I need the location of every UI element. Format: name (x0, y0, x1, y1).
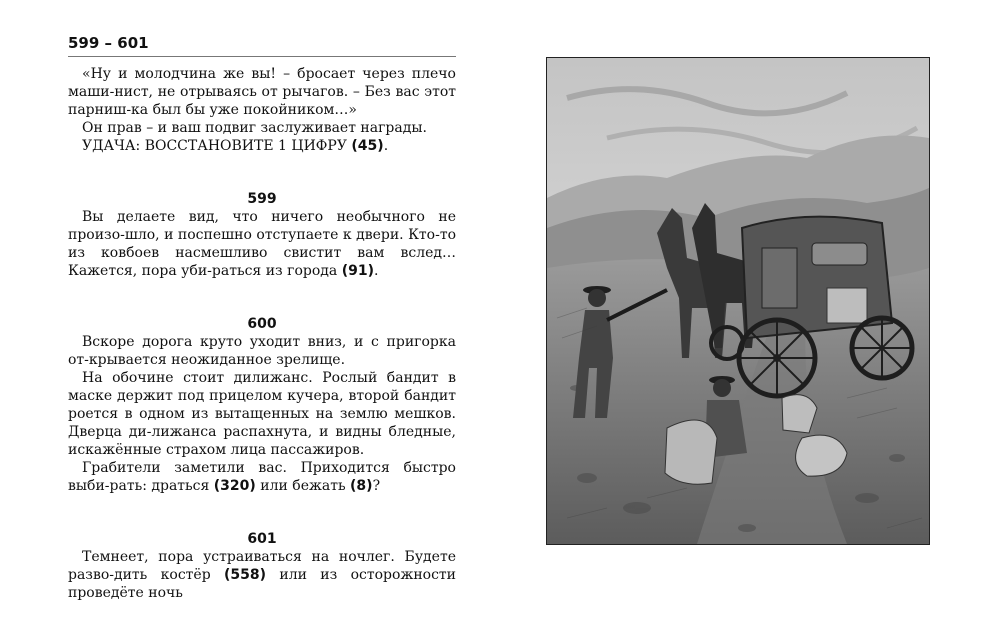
illustration-drawing (547, 58, 929, 544)
choice-ref-fight[interactable]: (320) (213, 478, 256, 494)
section-number-599: 599 (247, 191, 277, 207)
section-number-600: 600 (247, 316, 277, 332)
luck-end: . (383, 138, 389, 154)
luck-ref[interactable]: (45) (351, 138, 384, 154)
section-number-601: 601 (247, 531, 277, 547)
section-gap (68, 495, 456, 530)
section-601-body: Темнеет, пора устраиваться на ночлег. Будете разво-дить костёр (68, 549, 456, 583)
choice-mid: или бежать (255, 478, 351, 494)
section-600-para-2: На обочине стоит дилижанс. Рослый бандит в маске держит под прицелом кучера, второй бандит роется в одном из вытащенных на землю мешков. Дверца ди-лижанса распахнута, и видны бледные, искажённые страхом лица пассажиров. (68, 370, 456, 458)
header-rule (68, 56, 456, 57)
section-601-text (68, 548, 456, 602)
section-600-para-1: Вскоре дорога круто уходит вниз, и с пригорка от-крывается неожиданное зрелище. (68, 334, 456, 368)
section-599-text (68, 208, 456, 280)
section-599-body: Вы делаете вид, что ничего необычного не произо-шло, и поспешно отступаете к двери. Кто-то из ковбоев насмешливо свистит вам вслед… Кажется, пора уби-раться из города (68, 209, 456, 279)
choice-text: Грабители заметили вас. Приходится быстро выби-рать: драться (68, 460, 456, 494)
section-599-ref[interactable]: (91) (341, 263, 374, 279)
luck-text: УДАЧА: ВОССТАНОВИТЕ 1 ЦИФРУ (82, 138, 352, 154)
section-600-choice (68, 459, 456, 495)
choice-end: ? (372, 478, 381, 494)
page-range-header: 599 – 601 (68, 34, 149, 52)
stagecoach-robbery-illustration (546, 57, 930, 545)
choice-ref-flee[interactable]: (8) (350, 478, 373, 494)
section-599-end: . (373, 263, 379, 279)
luck-line (68, 137, 456, 155)
section-gap (68, 280, 456, 315)
left-page (68, 30, 456, 602)
section-601-ref[interactable]: (558) (224, 567, 267, 583)
intro-statement: Он прав – и ваш подвиг заслуживает награды. (82, 120, 427, 136)
section-601-end: или из осторожности проведёте ночь (68, 567, 457, 601)
section-gap (68, 155, 456, 190)
intro-quote: «Ну и молодчина же вы! – бросает через плечо маши-нист, не отрываясь от рычагов. – Без вас этот парниш-ка был бы уже покойником…» (68, 66, 456, 118)
